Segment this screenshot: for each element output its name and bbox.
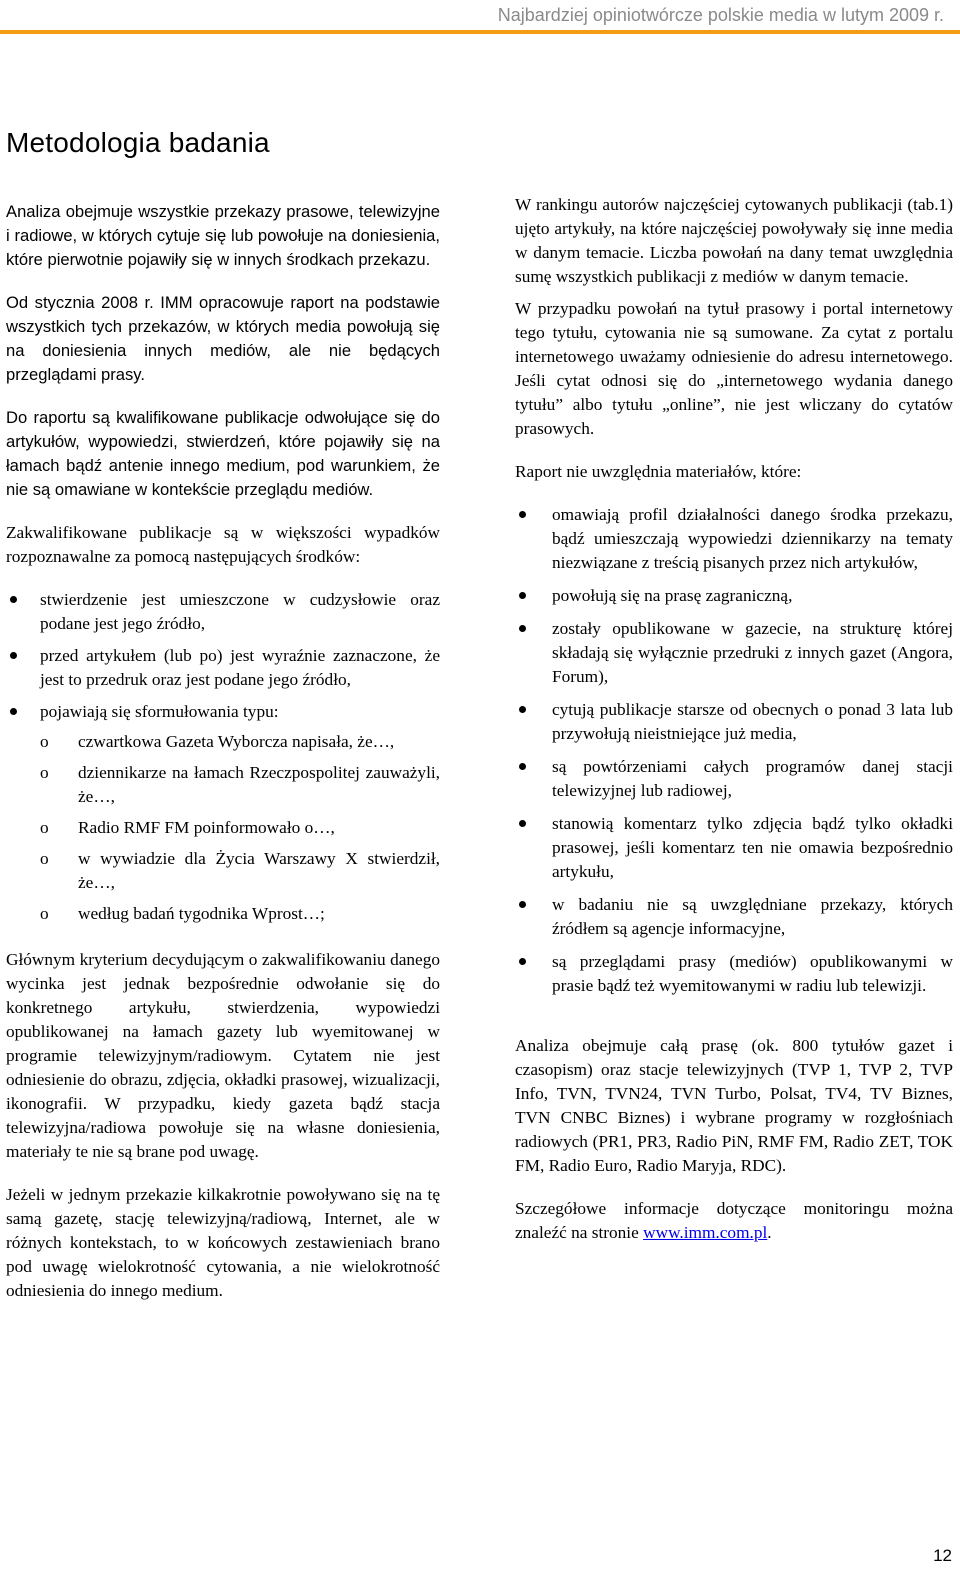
running-header: Najbardziej opiniotwórcze polskie media w lutym 2009 r. <box>497 5 944 25</box>
sublist-item <box>40 847 440 895</box>
list-item-text: omawiają profil działalności danego środka przekazu, bądź umieszczają wypowiedzi dziennikarzy na tematy niezwiązane z treścią pisanych przez nich artykułów, <box>552 505 953 572</box>
examples-sublist <box>40 730 440 926</box>
page-title: Metodologia badania <box>6 127 270 158</box>
sublist-item-text: o w wywiadzie dla Życia Warszawy X stwierdził, że…, <box>78 849 440 892</box>
paragraph: W rankingu autorów najczęściej cytowanych publikacji (tab.1) ujęto artykuły, na które najczęściej powoływały się inne media w danym temacie. Liczba powołań na dany temat uwzględnia sumę wszystkich publikacji z mediów w danym temacie. <box>515 195 953 286</box>
paragraph: Zakwalifikowane publikacje są w większości wypadków rozpoznawalne za pomocą następujących środków: <box>6 523 440 566</box>
sublist-item-text: o według badań tygodnika Wprost…; <box>78 904 325 923</box>
list-item-text: cytują publikacje starsze od obecnych o ponad 3 lata lub przywołują nieistniejące już media, <box>552 700 953 743</box>
paragraph: Jeżeli w jednym przekazie kilkakrotnie powoływano się na tę samą gazetę, stację telewizyjną/radiową, Internet, ale w różnych kontekstach, to w końcowych zestawieniach brano pod uwagę wielokrotność cytowania, a nie wielokrotność odniesienia do innego medium. <box>6 1185 440 1300</box>
paragraph: Raport nie uwzględnia materiałów, które: <box>515 462 802 481</box>
list-item <box>6 644 440 692</box>
list-item-text: w badaniu nie są uwzględniane przekazy, których źródłem są agencje informacyjne, <box>552 895 953 938</box>
right-column <box>515 193 953 1264</box>
list-item <box>515 617 953 689</box>
list-item <box>515 812 953 884</box>
paragraph: Analiza obejmuje wszystkie przekazy prasowe, telewizyjne i radiowe, w których cytuje się lub powołuje na doniesienia, które pierwotnie pojawiły się w innych środkach przekazu. <box>6 202 440 269</box>
paragraph: Od stycznia 2008 r. IMM opracowuje raport na podstawie wszystkich tych przekazów, w których media powołują się na doniesienia innych mediów, ale nie będących przeglądami prasy. <box>6 293 440 384</box>
paragraph: W przypadku powołań na tytuł prasowy i portal internetowy tego tytułu, cytowania nie są sumowane. Za cytat z portalu internetowego uważamy odniesienie do adresu internetowego. Jeśli cytat odnosi się do „internetowego wydania danego tytułu” albo tytułu „online”, nie jest wliczany do cytatów prasowych. <box>515 299 953 438</box>
list-item-text: są przeglądami prasy (mediów) opublikowanymi w prasie bądź też wyemitowanymi w radiu lub telewizji. <box>552 952 953 995</box>
paragraph-text: Szczegółowe informacje dotyczące monitoringu można znaleźć na stronie <box>515 1199 953 1242</box>
list-item <box>6 588 440 636</box>
list-item-text: powołują się na prasę zagraniczną, <box>552 586 793 605</box>
paragraph: Głównym kryterium decydującym o zakwalifikowaniu danego wycinka jest jednak bezpośrednie odwołanie się do konkretnego artykułu, stwierdzenia, wypowiedzi opublikowanej na łamach gazety lub wyemitowanej w programie telewizyjnym/radiowym. Cytatem nie jest odniesienie do obrazu, zdjęcia, okładki prasowej, wizualizacji, ikonografii. W przypadku, kiedy gazeta bądź stacja telewizyjna/radiowa powołuje się na własne doniesienia, materiały te nie są brane pod uwagę. <box>6 950 440 1161</box>
sublist-item <box>40 730 440 754</box>
criteria-list <box>6 588 440 926</box>
paragraph <box>515 1197 953 1245</box>
sublist-item <box>40 816 440 840</box>
paragraph-end: . <box>767 1223 772 1242</box>
header-bar <box>0 0 960 30</box>
sublist-item-text: o Radio RMF FM poinformowało o…, <box>78 818 335 837</box>
list-item-text: przed artykułem (lub po) jest wyraźnie zaznaczone, że jest to przedruk oraz jest podane jego źródło, <box>40 646 440 689</box>
website-link[interactable]: www.imm.com.pl <box>643 1223 768 1242</box>
header-rule <box>0 30 960 34</box>
paragraph: Do raportu są kwalifikowane publikacje odwołujące się do artykułów, wypowiedzi, stwierdzeń, które pojawiły się na łamach bądź antenie innego medium, pod warunkiem, że nie są omawiane w kontekście przeglądu mediów. <box>6 408 440 499</box>
list-item-text: zostały opublikowane w gazecie, na strukturę której składają się wyłącznie przedruki z innych gazet (Angora, Forum), <box>552 619 953 686</box>
list-item <box>515 698 953 746</box>
paragraph: Analiza obejmuje całą prasę (ok. 800 tytułów gazet i czasopism) oraz stacje telewizyjnych (TVP 1, TVP 2, TVP Info, TVN, TVN24, TVN Turbo, Polsat, TV4, TV Biznes, TVN CNBC Biznes) i wybrane programy w rozgłośniach radiowych (PR1, PR3, Radio PiN, RMF FM, Radio ZET, TOK FM, Radio Euro, Radio Maryja, RDC). <box>515 1036 953 1175</box>
list-item-text: stanowią komentarz tylko zdjęcia bądź tylko okładki prasowej, jeśli komentarz ten nie omawia bezpośrednio artykułu, <box>552 814 953 881</box>
list-item-text: stwierdzenie jest umieszczone w cudzysłowie oraz podane jest jego źródło, <box>40 590 440 633</box>
sublist-item-text: o czwartkowa Gazeta Wyborcza napisała, że…, <box>78 732 395 751</box>
sublist-item-text: o dziennikarze na łamach Rzeczpospolitej zauważyli, że…, <box>78 763 440 806</box>
list-item <box>515 950 953 998</box>
list-item <box>515 503 953 575</box>
list-item <box>515 755 953 803</box>
exclusions-list <box>515 503 953 998</box>
left-column <box>6 200 440 1322</box>
list-item <box>515 893 953 941</box>
sublist-item <box>40 761 440 809</box>
sublist-item <box>40 902 440 926</box>
page-number: 12 <box>933 1546 952 1565</box>
list-item <box>6 700 440 926</box>
list-item-text: są powtórzeniami całych programów danej stacji telewizyjnej lub radiowej, <box>552 757 953 800</box>
list-item <box>515 584 953 608</box>
list-item-text: pojawiają się sformułowania typu: <box>40 702 279 721</box>
